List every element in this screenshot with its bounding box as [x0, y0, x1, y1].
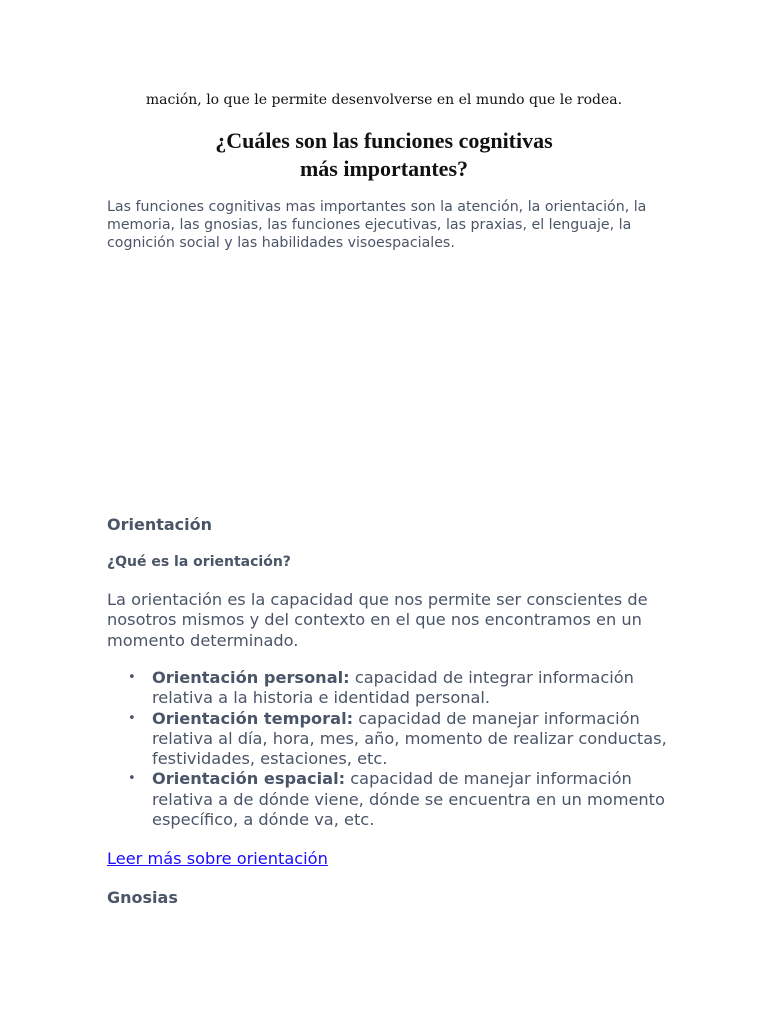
list-item-personal-orientation: [152, 668, 667, 709]
previous-page-fragment: mación, lo que le permite desenvolverse en el mundo que le rodea.: [145, 92, 623, 108]
page-title: [0, 127, 768, 183]
list-item-term: Orientación espacial:: [152, 769, 346, 789]
intro-paragraph: Las funciones cognitivas mas importantes son la atención, la orientación, la memoria, las gnosias, las funciones ejecutivas, las praxias, el lenguaje, la cognición social y las habilidades visoespaciales.: [107, 199, 647, 251]
list-item-description: capacidad de manejar información relativa al día, hora, mes, año, momento de realizar conductas, festividades, estaciones, etc.: [152, 708, 667, 769]
list-item-term: Orientación personal:: [152, 668, 350, 687]
section-heading-orientation: Orientación: [107, 515, 213, 534]
list-item-spatial-orientation: [152, 769, 667, 830]
page-title-line-1: ¿Cuáles son las funciones cognitivas: [215, 128, 553, 153]
read-more-orientation-link[interactable]: Leer más sobre orientación: [107, 849, 328, 868]
list-item-description: capacidad de manejar información relativa a de dónde viene, dónde se encuentra en un momento específico, a dónde va, etc.: [152, 769, 665, 830]
list-item-term: Orientación temporal:: [152, 708, 354, 728]
orientation-definition: La orientación es la capacidad que nos permite ser conscientes de nosotros mismos y del contexto en el que nos encontramos en un momento determinado.: [107, 590, 648, 650]
page-title-line-2: más importantes?: [299, 156, 469, 181]
list-item-temporal-orientation: [152, 709, 667, 770]
orientation-question: ¿Qué es la orientación?: [107, 554, 291, 570]
list-item-description: capacidad de integrar información relativa a la historia e identidad personal.: [152, 668, 634, 708]
orientation-types-list: [107, 668, 667, 830]
section-heading-gnosias: Gnosias: [107, 888, 178, 907]
